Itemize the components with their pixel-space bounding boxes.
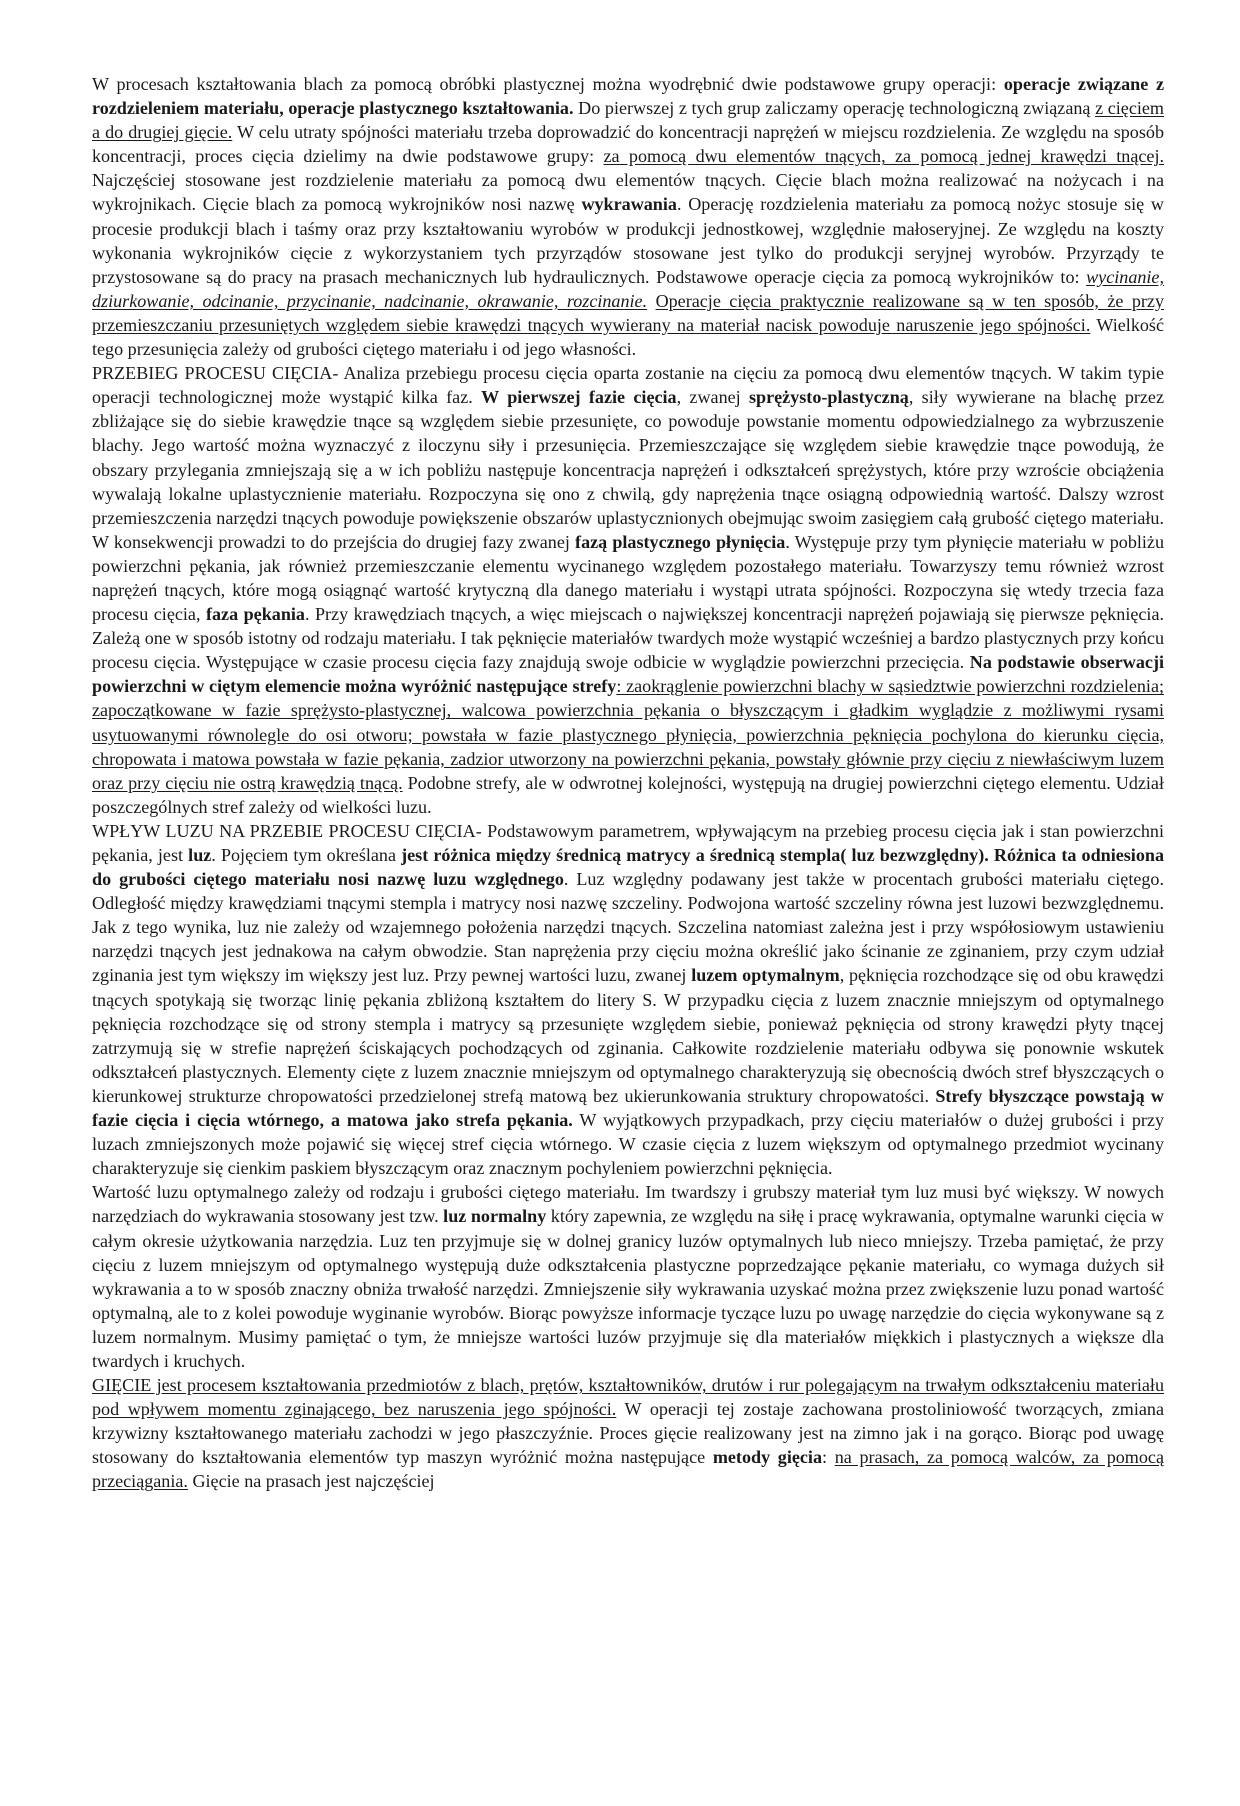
bold-term: luzem optymalnym xyxy=(691,965,840,986)
text-run: , siły wywierane na blachę przez zbliżające się do siebie krawędzie tnące są względem siebie przesunięte, co powoduje powstanie momentu odpowiedzialnego za wybrzuszenie blachy. Jego wartość można wyznaczyć z iloczynu siły i przesunięcia. Przemieszczające się względem siebie krawędzie tnące powodują, że obszary przylegania zmniejszają się a w ich pobliżu następuje koncentracja naprężeń i odkształceń sprężystych, które przy wzroście obciążenia wywalają lokalne uplastycznienie materiału. Rozpoczyna się ono z chwilą, gdy naprężenia tnące osiągną odpowiednią wartość. Dalszy wzrost przemieszczenia narzędzi tnących powoduje powiększenie obszarów uplastycznionych obejmując swoim zasięgiem całą grubość ciętego materiału. W konsekwencji prowadzi to do przejścia do drugiej fazy zwanej xyxy=(92,387,1164,552)
text-run: W celu utraty spójności materiału trzeba doprowadzić do koncentracji naprężeń w miejscu rozdzielenia. Ze względu na sposób koncentracji, proces cięcia dzielimy na dwie podstawowe grupy: xyxy=(92,122,1164,167)
paragraph-cutting-process xyxy=(92,361,1164,819)
text-run: Wielkość tego przesunięcia zależy od grubości ciętego materiału i od jego własności. xyxy=(92,314,1164,360)
bold-term: Na podstawie obserwacji powierzchni w ciętym elemencie można wyróżnić następujące strefy xyxy=(92,652,1165,697)
underlined-text: z cięciem a do drugiej gięcie. xyxy=(92,98,1164,143)
underlined-text: za pomocą dwu elementów tnących, za pomocą jednej krawędzi tnącej. xyxy=(603,146,1164,167)
text-run: Najczęściej stosowane jest rozdzielenie materiału za pomocą dwu elementów tnących. Cięcie blach można realizować na nożycach i na wykrojnikach. Cięcie blach za pomocą wykrojników nosi nazwę xyxy=(92,170,1164,215)
text-run: : xyxy=(822,1447,835,1468)
text-run: , zwanej xyxy=(676,387,750,408)
text-run: W procesach kształtowania blach za pomocą obróbki plastycznej można wyodrębnić dwie podstawowe grupy operacji: xyxy=(92,74,1004,94)
paragraph-optimal-clearance xyxy=(92,1180,1164,1373)
bold-term: luz normalny xyxy=(443,1206,547,1227)
bold-term: wykrawania xyxy=(581,194,677,215)
text-run: Podstawowym parametrem, wpływającym na przebieg procesu cięcia jak i stan powierzchni pękania, jest xyxy=(92,820,1164,865)
text-run: . Operację rozdzielenia materiału za pomocą nożyc stosuje się w procesie produkcji blach i taśmy oraz przy kształtowaniu wyrobów w produkcji jednostkowej, względnie małoseryjnej. Ze względu na koszty wykonania wykrojników cięcie z wykorzystaniem tych przyrządów stosowane jest tylko do produkcji seryjnej wyrobów. Przyrządy te przystosowane są do pracy na prasach mechanicznych lub hydraulicznych. Podstawowe operacje cięcia za pomocą wykrojników to: xyxy=(92,194,1164,287)
paragraph-clearance-influence xyxy=(92,819,1164,1180)
bold-term: metody gięcia xyxy=(712,1447,823,1468)
bold-term: Strefy błyszczące powstają w fazie cięcia i cięcia wtórnego, a matowa jako strefa pękania. xyxy=(92,1085,1164,1131)
bold-term: luz xyxy=(188,845,212,865)
bold-term: jest różnica między średnicą matrycy a średnicą stempla( luz bezwzględny). Różnica ta odniesiona do grubości ciętego materiału nosi nazwę luzu względnego xyxy=(92,845,1164,890)
text-run xyxy=(647,291,655,311)
underlined-text: Operacje cięcia praktycznie realizowane są w ten sposób, że przy przemieszczaniu przesuniętych względem siebie krawędzi tnących wywierany na materiał nacisk powoduje naruszenie jego spójności. xyxy=(92,290,1165,335)
paragraph-intro xyxy=(92,72,1164,361)
text-run: . Pojęciem tym określana xyxy=(211,845,402,865)
text-run: W operacji tej zostaje zachowana prostoliniowość tworzących, zmiana krzywizny kształtowanego materiału zachodzi w jego płaszczyźnie. Proces gięcie realizowany jest na zimno jak i na gorąco. Biorąc pod uwagę stosowany do kształtowania elementów typ maszyn wyróżnić można następujące xyxy=(92,1399,1164,1468)
bold-term: operacje związane z rozdzieleniem materiału, operacje plastycznego kształtowania. xyxy=(92,74,1164,119)
text-run: . Przy krawędziach tnących, a więc miejscach o największej koncentracji naprężeń pojawiają się pierwsze pęknięcia. Zależą one w sposób istotny od rodzaju materiału. I tak pęknięcie materiałów twardych może wystąpić wcześniej a bardzo plastycznych przy końcu procesu cięcia. Występujące w czasie procesu cięcia fazy znajdują swoje odbicie w wyglądzie powierzchni przecięcia. xyxy=(92,604,1164,673)
section-heading: WPŁYW LUZU NA PRZEBIE PROCESU CIĘCIA- xyxy=(92,820,482,841)
text-run: Do pierwszej z tych grup zaliczamy operację technologiczną związaną xyxy=(573,98,1096,119)
text-run: . Występuje przy tym płynięcie materiału w pobliżu powierzchni pękania, jak również przemieszczanie elementu wycinanego względem pozostałego materiału. Towarzyszy temu również wzrost naprężeń tnących, które mogą osiągnąć wartość krytyczną dla danego materiału i wystąpi utrata spójności. Rozpoczyna się wtedy trzecia faza procesu cięcia, xyxy=(92,531,1165,625)
underlined-text: na prasach, za pomocą walców, za pomocą przeciągania. xyxy=(92,1447,1164,1492)
paragraph-bending xyxy=(92,1373,1164,1493)
underlined-text: GIĘCIE jest procesem kształtowania przedmiotów z blach, prętów, kształtowników, drutów i rur polegającym na trwałym odkształceniu materiału pod wpływem momentu zginającego, bez naruszenia jego spójności. xyxy=(92,1375,1164,1420)
text-run: Analiza przebiegu procesu cięcia oparta zostanie na cięciu za pomocą dwu elementów tnących. W takim typie operacji technologicznej może wystąpić kilka faz. xyxy=(92,363,1164,408)
bold-term: faza pękania xyxy=(205,604,305,625)
underlined-text: : zaokrąglenie powierzchni blachy w sąsiedztwie powierzchni rozdzielenia; zapoczątkowane w fazie sprężysto-plastycznej, walcowa powierzchnia pękania o błyszczącym i gładkim wyglądzie z możliwymi rysami usytuowanymi równolegle do osi otworu; powstała w fazie plastycznego płynięcia, powierzchnia pęknięcia pochylona do kierunku cięcia, chropowata i matowa powstała w fazie pękania, zadzior utworzony na powierzchni pękania, powstały głównie przy cięciu z niewłaściwym luzem oraz przy cięciu nie ostrą krawędzią tnącą. xyxy=(92,676,1165,793)
text-run: który zapewnia, ze względu na siłę i pracę wykrawania, optymalne warunki cięcia w całym okresie użytkowania narzędzia. Luz ten przyjmuje się w dolnej granicy luzów optymalnych lub nieco mniejszy. Trzeba pamiętać, że przy cięciu z luzem mniejszym od optymalnego występują duże odkształcenia plastyczne poprzedzające pękanie materiału, co wymaga dużych sił wykrawania a to w sposób znaczny obniża trwałość narzędzi. Zmniejszenie siły wykrawania uzyskać można przez zwiększenie luzu ponad wartość optymalną, ale to z kolei powoduje wyginanie wyrobów. Biorąc powyższe informacje tyczące luzu po uwagę narzędzie do cięcia wykonywane są z luzem normalnym. Musimy pamiętać o tym, że mniejsze wartości luzów przyjmuje się dla materiałów miękkich i plastycznych a większe dla twardych i kruchych. xyxy=(92,1206,1164,1371)
bold-term: sprężysto-plastyczną xyxy=(749,387,909,408)
underlined-text: wycinanie, dziurkowanie, odcinanie, przycinanie, nadcinanie, okrawanie, rozcinanie. xyxy=(92,266,1164,311)
bold-term: fazą plastycznego płynięcia xyxy=(575,531,786,552)
text-run: , pęknięcia rozchodzące się od obu krawędzi tnących spotykają się tworząc linię pękania zbliżoną kształtem do litery S. W przypadku cięcia z luzem znacznie mniejszym od optymalnego pęknięcia rozchodzące się od strony stempla i matrycy są przesunięte względem siebie, ponieważ pęknięcia od strony krawędzi płyty tnącej zatrzymują się w strefie naprężeń ściskających pochodzących od zginania. Całkowite rozdzielenie materiału odbywa się ponownie wskutek odkształceń plastycznych. Elementy cięte z luzem znacznie mniejszym od optymalnego charakteryzują się obecnością dwóch stref błyszczących o kierunkowej strukturze chropowatości przedzielonej strefą matową bez ukierunkowania struktury chropowatości. xyxy=(92,965,1164,1106)
text-run: W wyjątkowych przypadkach, przy cięciu materiałów o dużej grubości i przy luzach zmniejszonych może pojawić się więcej stref cięcia wtórnego. W czasie cięcia z luzem większym od optymalnego przedmiot wycinany charakteryzuje się cienkim paskiem błyszczącym oraz znacznym pochyleniem powierzchni pęknięcia. xyxy=(92,1110,1164,1179)
section-heading: PRZEBIEG PROCESU CIĘCIA- xyxy=(92,363,339,384)
bold-term: W pierwszej fazie cięcia xyxy=(481,387,677,408)
text-run: Wartość luzu optymalnego zależy od rodzaju i grubości ciętego materiału. Im twardszy i grubszy materiał tym luz musi być większy. W nowych narzędziach do wykrawania stosowany jest tzw. xyxy=(92,1182,1164,1227)
text-run: Podobne strefy, ale w odwrotnej kolejności, występują na drugiej powierzchni ciętego elementu. Udział poszczególnych stref zależy od wielkości luzu. xyxy=(92,772,1164,817)
text-run: Gięcie na prasach jest najczęściej xyxy=(187,1471,435,1492)
text-run: . Luz względny podawany jest także w procentach grubości materiału ciętego. Odległość między krawędziami tnącymi stempla i matrycy nosi nazwę szczeliny. Podwojona wartość szczeliny równa jest luzowi bezwzględnemu. Jak z tego wynika, luz nie zależy od wzajemnego położenia narzędzi tnących. Szczelina natomiast zależna jest i przy współosiowym ustawieniu narzędzi tnących jest jednakowa na całym obwodzie. Stan naprężenia przy cięciu można określić jako ścinanie ze zginaniem, przy czym udział zginania jest tym większy im większy jest luz. Przy pewnej wartości luzu, zwanej xyxy=(92,869,1164,986)
